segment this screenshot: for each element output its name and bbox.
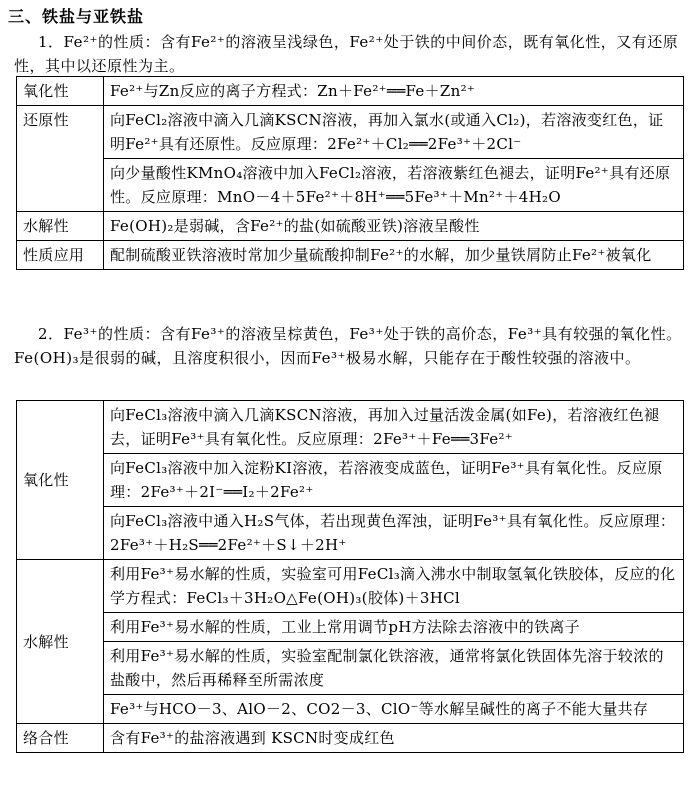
table-row [17,77,684,106]
fe2-properties-table [16,76,684,270]
table-row [17,560,684,613]
row-label: 性质应用 [17,241,104,270]
row-content: 利用Fe³⁺易水解的性质，实验室可用FeCl₃滴入沸水中制取氢氧化铁胶体，反应的化学方程式：FeCl₃＋3H₂O△Fe(OH)₃(胶体)＋3HCl [104,560,684,613]
row-content: 利用Fe³⁺易水解的性质，工业上常用调节pH方法除去溶液中的铁离子 [104,613,684,642]
section-heading: 三、铁盐与亚铁盐 [8,7,145,26]
fe3-properties-table [16,400,684,753]
row-content: 向少量酸性KMnO₄溶液中加入FeCl₂溶液，若溶液紫红色褪去，证明Fe²⁺具有还原性。反应原理：MnO－4＋5Fe²⁺＋8H⁺══5Fe³⁺＋Mn²⁺＋4H₂O [104,159,684,212]
row-content: Fe(OH)₂是弱碱，含Fe²⁺的盐(如硫酸亚铁)溶液呈酸性 [104,212,684,241]
row-label: 水解性 [17,560,104,724]
row-content: 向FeCl₂溶液中滴入几滴KSCN溶液，再加入氯水(或通入Cl₂)，若溶液变红色，证明Fe²⁺具有还原性。反应原理：2Fe²⁺＋Cl₂══2Fe³⁺＋2Cl⁻ [104,106,684,159]
row-content: 配制硫酸亚铁溶液时常加少量硫酸抑制Fe²⁺的水解，加少量铁屑防止Fe²⁺被氧化 [104,241,684,270]
fe3-intro-paragraph: 2．Fe³⁺的性质：含有Fe³⁺的溶液呈棕黄色，Fe³⁺处于铁的高价态，Fe³⁺具有较强的氧化性。Fe(OH)₃是很弱的碱，且溶度积很小，因而Fe³⁺极易水解，只能存在于酸性较强的溶液中。 [14,325,682,367]
row-content: 向FeCl₃溶液中通入H₂S气体，若出现黄色浑浊，证明Fe³⁺具有氧化性。反应原理：2Fe³⁺＋H₂S══2Fe²⁺＋S↓＋2H⁺ [104,507,684,560]
row-label: 氧化性 [17,401,104,560]
table-row [17,695,684,724]
table-row [17,613,684,642]
table-row [17,106,684,159]
row-content: 向FeCl₃溶液中滴入几滴KSCN溶液，再加入过量活泼金属(如Fe)，若溶液红色褪去，证明Fe³⁺具有氧化性。反应原理：2Fe³⁺＋Fe══3Fe²⁺ [104,401,684,454]
table-row [17,507,684,560]
table-row [17,724,684,753]
row-content: 利用Fe³⁺易水解的性质，实验室配制氯化铁溶液，通常将氯化铁固体先溶于较浓的盐酸中，然后再稀释至所需浓度 [104,642,684,695]
row-content: Fe³⁺与HCO－3、AlO－2、CO2－3、ClO⁻等水解呈碱性的离子不能大量共存 [104,695,684,724]
row-content: 含有Fe³⁺的盐溶液遇到 KSCN时变成红色 [104,724,684,753]
table-row [17,241,684,270]
row-label: 还原性 [17,106,104,212]
row-label: 氧化性 [17,77,104,106]
fe2-intro-paragraph: 1．Fe²⁺的性质：含有Fe²⁺的溶液呈浅绿色，Fe²⁺处于铁的中间价态，既有氧化性，又有还原性，其中以还原性为主。 [14,33,679,75]
table-row [17,642,684,695]
row-content: Fe²⁺与Zn反应的离子方程式：Zn＋Fe²⁺══Fe＋Zn²⁺ [104,77,684,106]
table-row [17,454,684,507]
row-label: 络合性 [17,724,104,753]
table-row [17,212,684,241]
table-row [17,401,684,454]
row-content: 向FeCl₃溶液中加入淀粉KI溶液，若溶液变成蓝色，证明Fe³⁺具有氧化性。反应原理：2Fe³⁺＋2I⁻══I₂＋2Fe²⁺ [104,454,684,507]
table-row [17,159,684,212]
row-label: 水解性 [17,212,104,241]
